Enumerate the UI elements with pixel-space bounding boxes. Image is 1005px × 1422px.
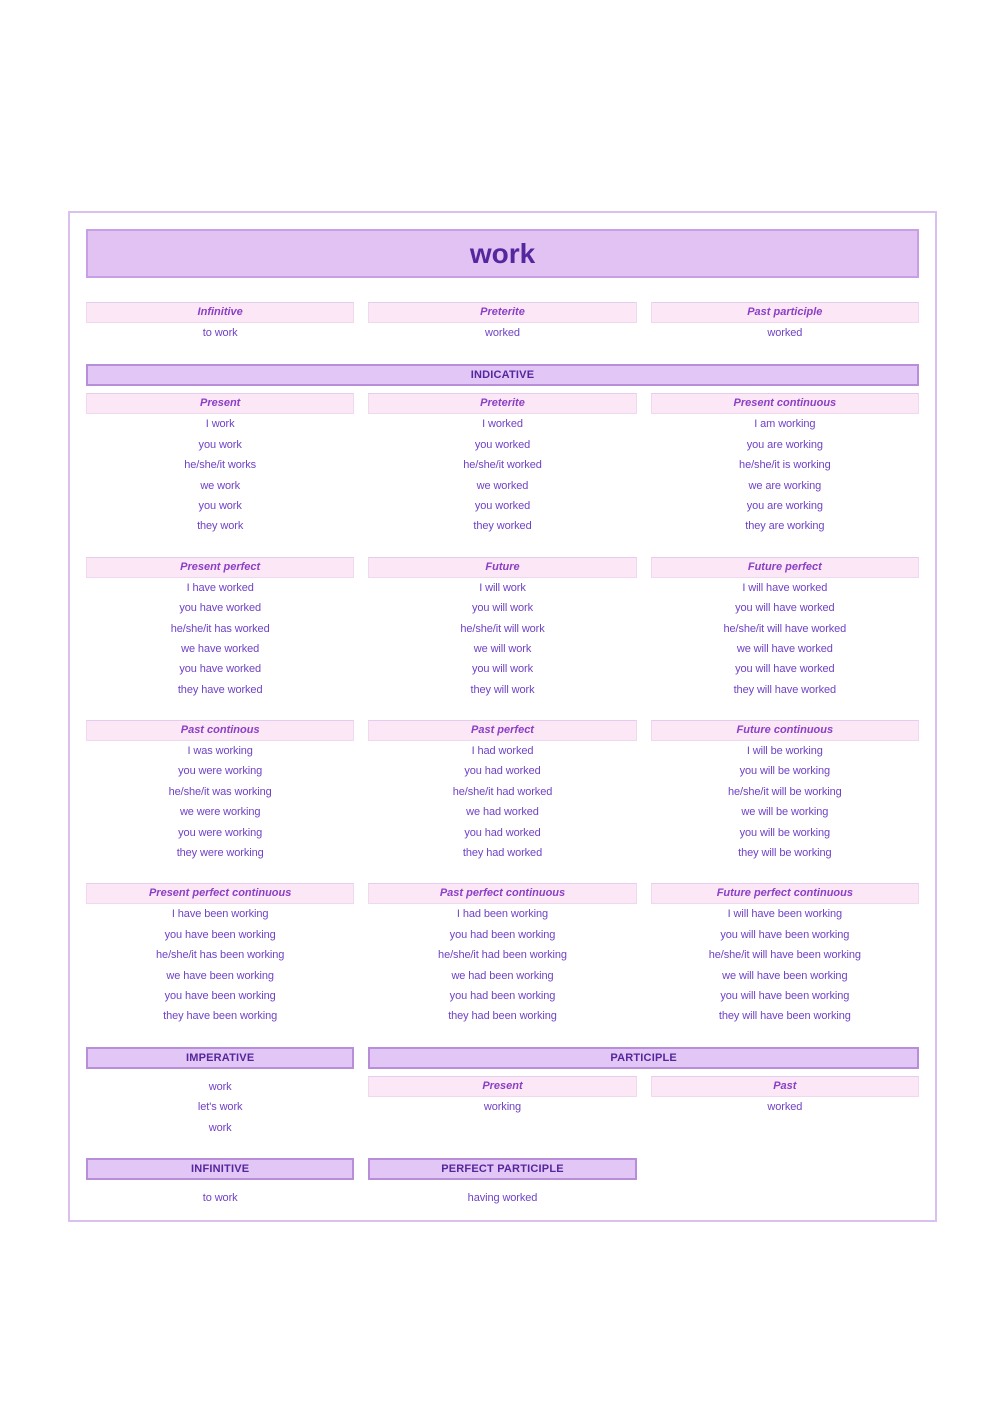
conjugation-form: they have worked [177,683,263,696]
conjugation-form: he/she/it was working [168,785,272,798]
section-header-infinitive: INFINITIVE [86,1158,354,1180]
principal-part-infinitive [86,302,354,343]
principal-part-value: worked [767,327,803,339]
tense-header: Past [651,1076,919,1097]
conjugation-form: they had worked [462,847,543,860]
tense-block-present [86,393,354,536]
conjugation-form: you have been working [164,928,276,941]
tense-header: Future [368,557,636,578]
conjugation-form: he/she/it had worked [452,785,553,798]
conjugation-form: you are working [746,499,823,512]
conjugation-form: you will have been working [720,989,850,1002]
conjugation-form: let's work [197,1101,243,1114]
conjugation-form: we are working [748,479,822,492]
conjugation-form: we have worked [181,642,260,655]
tense-block-future-continuous [651,720,919,863]
principal-part-header: Infinitive [86,302,354,323]
conjugation-form: they will be working [738,847,832,860]
conjugation-form: to work [202,1191,238,1204]
section-header-perfect-participle: PERFECT PARTICIPLE [368,1158,636,1180]
conjugation-form: he/she/it will work [460,622,545,635]
conjugation-form: I will have worked [742,581,828,594]
conjugation-form: you had worked [464,765,541,778]
conjugation-form: he/she/it will have worked [723,622,847,635]
conjugation-form: we had been working [451,969,554,982]
infinitive-row [86,1158,919,1208]
conjugation-form: I had been working [456,908,549,921]
conjugation-form: you had worked [464,826,541,839]
conjugation-form: you had been working [449,989,556,1002]
conjugation-form: he/she/it has worked [170,622,270,635]
conjugation-form: I have worked [186,581,254,594]
conjugation-form: he/she/it works [184,459,257,472]
tense-header: Present [86,393,354,414]
conjugation-form: I will be working [746,745,823,758]
indicative-row-4 [86,883,919,1026]
conjugation-card [68,211,937,1222]
conjugation-form: we have been working [166,969,274,982]
perfect-participle-block [368,1158,636,1208]
section-header-participle: PARTICIPLE [368,1047,919,1069]
conjugation-form: I will have been working [727,908,843,921]
section-header-indicative: INDICATIVE [86,364,919,386]
conjugation-form: they were working [176,847,264,860]
tense-header: Past perfect continuous [368,883,636,904]
conjugation-form: he/she/it is working [739,459,831,472]
tense-block-present-perfect [86,557,354,700]
conjugation-form: you will have been working [720,928,850,941]
conjugation-form: having worked [467,1191,538,1204]
tense-header: Present continuous [651,393,919,414]
tense-header: Future perfect continuous [651,883,919,904]
tense-header: Past continous [86,720,354,741]
tense-block-past-continuous [86,720,354,863]
conjugation-form: you have worked [179,663,261,676]
principal-part-value: worked [485,327,520,339]
conjugation-form: they worked [473,520,532,533]
tense-header: Present [368,1076,636,1097]
conjugation-form: we will have worked [736,642,833,655]
tense-header: Past perfect [368,720,636,741]
imperative-participle-row [86,1047,919,1138]
tense-header: Future continuous [651,720,919,741]
indicative-row-2 [86,557,919,700]
participle-past [651,1076,919,1117]
conjugation-form: we will have been working [722,969,848,982]
tense-header: Present perfect continuous [86,883,354,904]
tense-block-present-continuous [651,393,919,536]
conjugation-form: work [208,1121,232,1134]
conjugation-form: you will work [471,602,534,615]
conjugation-form: he/she/it has been working [156,949,285,962]
conjugation-form: you have worked [179,602,261,615]
tense-block-future-perfect-continuous [651,883,919,1026]
tense-block-future [368,557,636,700]
tense-header: Present perfect [86,557,354,578]
participle-columns [368,1076,919,1117]
conjugation-form: you worked [474,438,531,451]
conjugation-form: we were working [179,806,261,819]
verb-title: work [86,229,919,278]
conjugation-form: he/she/it will be working [727,785,842,798]
conjugation-form: work [208,1080,232,1093]
conjugation-form: you work [198,438,242,451]
tense-header: Future perfect [651,557,919,578]
participle-present [368,1076,636,1117]
imperative-forms [86,1077,354,1138]
conjugation-form: I am working [754,418,816,431]
tense-block-future-perfect [651,557,919,700]
principal-parts-row [86,302,919,343]
conjugation-form: they have been working [163,1010,278,1023]
section-header-imperative: IMPERATIVE [86,1047,354,1069]
conjugation-form: we work [200,479,240,492]
conjugation-form: they work [197,520,244,533]
conjugation-form: you are working [746,438,823,451]
conjugation-form: I have been working [171,908,269,921]
tense-block-past-perfect [368,720,636,863]
principal-part-header: Past participle [651,302,919,323]
conjugation-form: we will be working [741,806,829,819]
conjugation-form: I work [205,418,235,431]
conjugation-form: you work [198,499,242,512]
conjugation-form: you were working [178,826,263,839]
tense-block-preterite [368,393,636,536]
tense-block-present-perfect-continuous [86,883,354,1026]
tense-header: Preterite [368,393,636,414]
conjugation-form: they will have been working [718,1010,851,1023]
conjugation-form: you will work [471,663,534,676]
conjugation-form: you will be working [739,826,831,839]
principal-part-past-participle [651,302,919,343]
empty-cell [651,1158,919,1208]
conjugation-form: you will be working [739,765,831,778]
conjugation-form: worked [767,1100,803,1113]
conjugation-form: you will have worked [735,663,835,676]
principal-part-value: to work [202,327,238,339]
conjugation-form: they had been working [448,1010,557,1023]
imperative-block [86,1047,354,1138]
conjugation-form: we will work [473,642,532,655]
principal-part-header: Preterite [368,302,636,323]
indicative-row-1 [86,393,919,536]
conjugation-form: I worked [482,418,523,431]
conjugation-form: he/she/it worked [463,459,542,472]
conjugation-form: I had worked [471,745,534,758]
conjugation-form: he/she/it will have been working [708,949,861,962]
conjugation-form: you worked [474,499,531,512]
conjugation-form: you had been working [449,928,556,941]
conjugation-form: you will have worked [735,602,835,615]
conjugation-form: we had worked [466,806,539,819]
conjugation-form: we worked [476,479,529,492]
conjugation-form: he/she/it had been working [438,949,567,962]
principal-part-preterite [368,302,636,343]
tense-block-past-perfect-continuous [368,883,636,1026]
conjugation-form: you have been working [164,989,276,1002]
conjugation-form: I was working [187,745,253,758]
conjugation-form: they are working [745,520,825,533]
conjugation-form: working [483,1100,522,1113]
conjugation-form: they will work [470,683,535,696]
infinitive-block [86,1158,354,1208]
indicative-row-3 [86,720,919,863]
conjugation-form: I will work [479,581,526,594]
conjugation-form: they will have worked [733,683,837,696]
participle-block [368,1047,919,1138]
conjugation-form: you were working [178,765,263,778]
